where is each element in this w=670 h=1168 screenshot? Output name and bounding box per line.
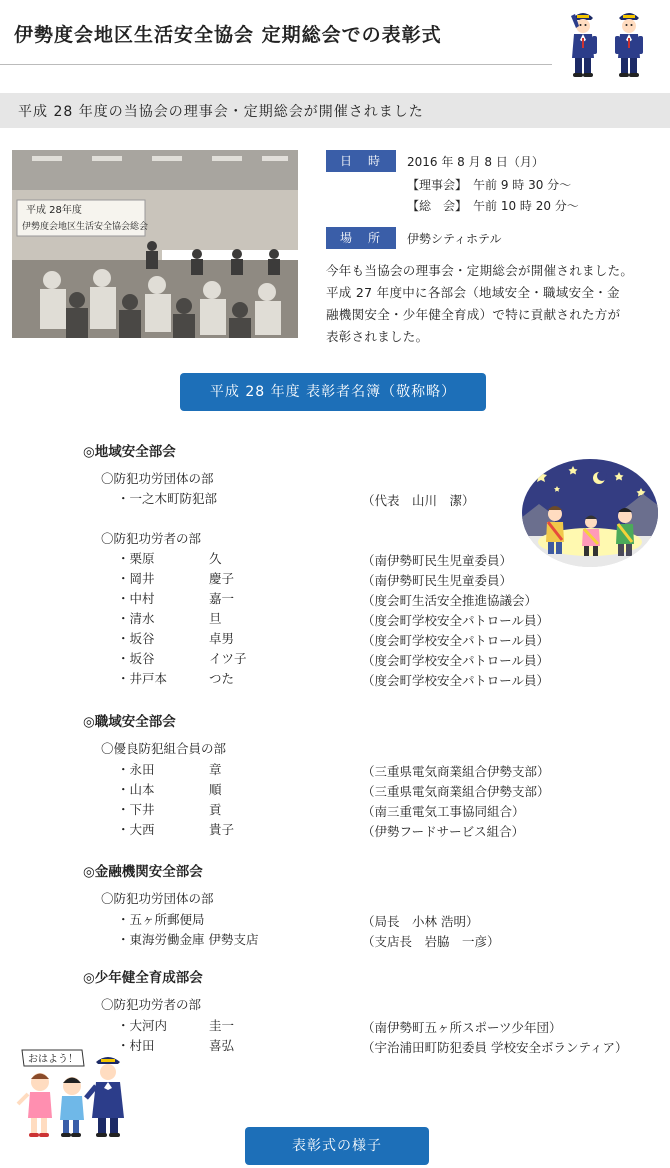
date-label: 日 時 — [326, 150, 396, 172]
awardee-name: ・大河内 — [117, 1018, 168, 1033]
awardee-given-name: つた — [209, 671, 235, 686]
awardee-affiliation: （度会町学校安全パトロール員） — [362, 653, 550, 668]
place-value: 伊勢シティホテル — [407, 232, 502, 246]
date-value: 2016 年 8 月 8 日（月） — [407, 155, 544, 169]
awardee-given-name: 久 — [209, 551, 222, 566]
awardee-affiliation: （度会町学校安全パトロール員） — [362, 673, 550, 688]
sign-text-line2: 伊勢度会地区生活安全協会総会 — [22, 222, 149, 232]
meeting-photo — [12, 150, 298, 338]
awardee-affiliation: （度会町学校安全パトロール員） — [362, 633, 550, 648]
awardee-given-name: 圭一 — [209, 1018, 235, 1033]
awardee-given-name: 貴子 — [209, 822, 235, 837]
awardee-affiliation: （南三重電気工事協同組合） — [362, 804, 525, 819]
board-meeting-label: 【理事会】 — [407, 178, 468, 192]
awardee-name: ・山本 — [117, 782, 155, 797]
awardee-affiliation: （南伊勢町五ヶ所スポーツ少年団） — [362, 1020, 562, 1035]
awardee-affiliation: （局長 小林 浩明） — [362, 914, 479, 929]
awardee-name: ・坂谷 — [117, 651, 155, 666]
meeting-photo-scene — [12, 150, 298, 338]
page-title: 伊勢度会地区生活安全協会 定期総会での表彰式 — [14, 24, 442, 46]
awardee-affiliation: （度会町学校安全パトロール員） — [362, 613, 550, 628]
place-label: 場 所 — [326, 227, 396, 249]
awardee-affiliation: （宇治浦田町防犯委員 学校安全ボランティア） — [362, 1040, 628, 1055]
body-line-4: 表彰されました。 — [326, 329, 429, 344]
awardee-given-name: 旦 — [209, 611, 222, 626]
awardee-given-name: 嘉一 — [209, 591, 235, 606]
awardee-given-name: 貢 — [209, 802, 222, 817]
awardee-affiliation: （三重県電気商業組合伊勢支部） — [362, 764, 550, 779]
awardee-name: ・井戸本 — [117, 671, 168, 686]
category-heading: 〇防犯功労団体の部 — [101, 471, 214, 486]
awardee-affiliation: （支店長 岩脇 一彦） — [362, 934, 500, 949]
section-heading-workplace-safety: ◎職域安全部会 — [83, 714, 176, 730]
body-line-1: 今年も当協会の理事会・定期総会が開催されました。 — [326, 263, 634, 278]
police-officers-illustration — [565, 6, 665, 80]
awardee-affiliation: （南伊勢町民生児童委員） — [362, 573, 513, 588]
awardee-name: ・中村 — [117, 591, 155, 606]
awardee-given-name: イツ子 — [209, 651, 247, 666]
awardee-name: ・栗原 — [117, 551, 155, 566]
section-heading-financial-safety: ◎金融機関安全部会 — [83, 864, 203, 880]
subtitle-banner — [0, 93, 670, 128]
awardee-given-name: 喜弘 — [209, 1038, 235, 1053]
subtitle-banner-text: 平成 28 年度の当協会の理事会・定期総会が開催されました — [18, 104, 424, 120]
awardee-name: ・五ヶ所郵便局 — [117, 912, 205, 927]
category-heading: 〇防犯功労団体の部 — [101, 891, 214, 906]
body-line-2: 平成 27 年度中に各部会（地域安全・職域安全・金 — [326, 285, 620, 300]
sign-text-line1: 平成 28年度 — [26, 205, 82, 216]
awardee-affiliation: （代表 山川 潔） — [362, 493, 475, 508]
kids-greeting-illustration — [14, 1046, 136, 1142]
awardee-name: ・永田 — [117, 762, 155, 777]
awardee-affiliation: （三重県電気商業組合伊勢支部） — [362, 784, 550, 799]
awardee-affiliation: （南伊勢町民生児童委員） — [362, 553, 513, 568]
awardee-list-button[interactable]: 平成 28 年度 表彰者名簿（敬称略） — [180, 373, 486, 411]
awardee-name: ・一之木町防犯部 — [117, 491, 218, 506]
section-heading-youth-development: ◎少年健全育成部会 — [83, 970, 203, 986]
awardee-affiliation: （伊勢フードサービス組合） — [362, 824, 525, 839]
awardee-affiliation: （度会町生活安全推進協議会） — [362, 593, 538, 608]
awardee-name: ・清水 — [117, 611, 155, 626]
ceremony-photos-button[interactable]: 表彰式の様子 — [245, 1127, 429, 1165]
night-patrol-illustration — [521, 458, 659, 568]
category-heading: 〇防犯功労者の部 — [101, 531, 202, 546]
awardee-name: ・村田 — [117, 1038, 155, 1053]
general-meeting-time: 午前 10 時 20 分～ — [473, 199, 579, 213]
title-divider — [0, 64, 552, 65]
awardee-name: ・坂谷 — [117, 631, 155, 646]
section-heading-community-safety: ◎地域安全部会 — [83, 444, 176, 460]
board-meeting-time: 午前 9 時 30 分～ — [473, 178, 572, 192]
general-meeting-label: 【総 会】 — [407, 199, 468, 213]
awardee-given-name: 章 — [209, 762, 222, 777]
awardee-name: ・大西 — [117, 822, 155, 837]
body-line-3: 融機関安全・少年健全育成）で特に貢献された方が — [326, 307, 621, 322]
awardee-name: ・東海労働金庫 伊勢支店 — [117, 932, 259, 947]
category-heading: 〇優良防犯組合員の部 — [101, 741, 227, 756]
awardee-given-name: 慶子 — [209, 571, 235, 586]
awardee-name: ・岡井 — [117, 571, 155, 586]
greeting-bubble-text: おはよう！ — [28, 1054, 78, 1065]
awardee-name: ・下井 — [117, 802, 155, 817]
awardee-given-name: 卓男 — [209, 631, 235, 646]
category-heading: 〇防犯功労者の部 — [101, 997, 202, 1012]
awardee-given-name: 順 — [209, 782, 222, 797]
